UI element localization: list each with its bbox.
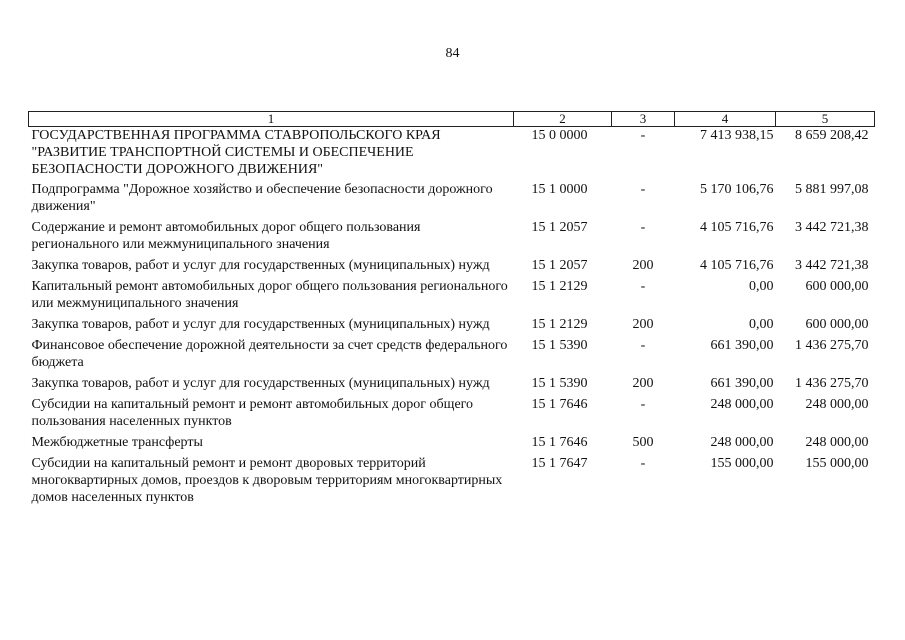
page-number: 84: [445, 46, 460, 61]
row-value-year1: 0,00: [749, 279, 774, 294]
row-name: Закупка товаров, работ и услуг для государственных (муниципальных) нужд: [31, 376, 490, 391]
row-value-year2: 3 442 721,38: [795, 220, 869, 235]
header-col-3: 3: [612, 112, 675, 127]
row-type: -: [640, 220, 646, 235]
row-value-year1: 248 000,00: [710, 397, 774, 412]
row-type: 200: [632, 317, 654, 332]
header-col-5: 5: [776, 112, 875, 127]
row-code: 15 1 2129: [531, 317, 588, 332]
header-row: [29, 112, 875, 127]
row-value-year2: 155 000,00: [805, 456, 869, 471]
row-value-year1: 155 000,00: [710, 456, 774, 471]
row-value-year1: 7 413 938,15: [700, 128, 774, 143]
table-row: [29, 396, 875, 434]
row-type: -: [640, 279, 646, 294]
table-row: [29, 219, 875, 257]
row-type: -: [640, 338, 646, 353]
row-value-year1: 0,00: [749, 317, 774, 332]
row-value-year2: 5 881 997,08: [795, 182, 869, 197]
row-type: 200: [632, 258, 654, 273]
row-value-year1: 4 105 716,76: [700, 220, 774, 235]
row-value-year2: 1 436 275,70: [795, 376, 869, 391]
header-col-4: 4: [675, 112, 776, 127]
row-code: 15 1 7647: [531, 456, 588, 471]
row-code: 15 1 0000: [531, 182, 588, 197]
table-row: [29, 337, 875, 375]
row-value-year2: 8 659 208,42: [795, 128, 869, 143]
row-name: Субсидии на капитальный ремонт и ремонт автомобильных дорог общего пользования населенных пунктов: [31, 397, 474, 429]
row-value-year2: 248 000,00: [805, 397, 869, 412]
row-value-year2: 248 000,00: [805, 435, 869, 450]
row-type: -: [640, 128, 646, 143]
row-value-year2: 3 442 721,38: [795, 258, 869, 273]
header-col-2: 2: [514, 112, 612, 127]
row-value-year2: 600 000,00: [805, 279, 869, 294]
row-name: ГОСУДАРСТВЕННАЯ ПРОГРАММА СТАВРОПОЛЬСКОГО КРАЯ "РАЗВИТИЕ ТРАНСПОРТНОЙ СИСТЕМЫ И ОБЕСПЕЧЕНИЕ БЕЗОПАСНОСТИ ДОРОЖНОГО ДВИЖЕНИЯ": [31, 128, 441, 177]
table-row: [29, 181, 875, 219]
row-name: Финансовое обеспечение дорожной деятельности за счет средств федерального бюджета: [31, 338, 508, 370]
row-name: Содержание и ремонт автомобильных дорог общего пользования регионального или межмуниципального значения: [31, 220, 421, 252]
row-value-year1: 5 170 106,76: [700, 182, 774, 197]
table-row: [29, 127, 875, 182]
row-value-year2: 600 000,00: [805, 317, 869, 332]
row-type: -: [640, 456, 646, 471]
table-row: [29, 278, 875, 316]
row-name: Субсидии на капитальный ремонт и ремонт дворовых территорий многоквартирных домов, проездов к дворовым территориям многоквартирных домов населенных пунктов: [31, 456, 503, 505]
table-header: [29, 112, 875, 127]
row-name: Закупка товаров, работ и услуг для государственных (муниципальных) нужд: [31, 317, 490, 332]
row-value-year2: 1 436 275,70: [795, 338, 869, 353]
budget-table: [28, 111, 875, 510]
row-type: -: [640, 182, 646, 197]
row-code: 15 1 2057: [531, 258, 588, 273]
row-value-year1: 4 105 716,76: [700, 258, 774, 273]
table-body: [29, 127, 875, 511]
table-row: [29, 257, 875, 278]
row-name: Капитальный ремонт автомобильных дорог общего пользования регионального или межмуниципального значения: [31, 279, 508, 311]
row-value-year1: 248 000,00: [710, 435, 774, 450]
row-value-year1: 661 390,00: [710, 376, 774, 391]
row-name: Закупка товаров, работ и услуг для государственных (муниципальных) нужд: [31, 258, 490, 273]
row-code: 15 0 0000: [531, 128, 588, 143]
row-type: 500: [632, 435, 654, 450]
table-row: [29, 455, 875, 510]
row-code: 15 1 5390: [531, 376, 588, 391]
row-code: 15 1 7646: [531, 397, 588, 412]
row-code: 15 1 7646: [531, 435, 588, 450]
table-row: [29, 434, 875, 455]
row-code: 15 1 2129: [531, 279, 588, 294]
header-col-1: 1: [29, 112, 514, 127]
table-row: [29, 375, 875, 396]
row-type: -: [640, 397, 646, 412]
row-name: Межбюджетные трансферты: [31, 435, 203, 450]
row-code: 15 1 2057: [531, 220, 588, 235]
row-type: 200: [632, 376, 654, 391]
row-value-year1: 661 390,00: [710, 338, 774, 353]
table-row: [29, 316, 875, 337]
row-code: 15 1 5390: [531, 338, 588, 353]
row-name: Подпрограмма "Дорожное хозяйство и обеспечение безопасности дорожного движения": [31, 182, 493, 214]
